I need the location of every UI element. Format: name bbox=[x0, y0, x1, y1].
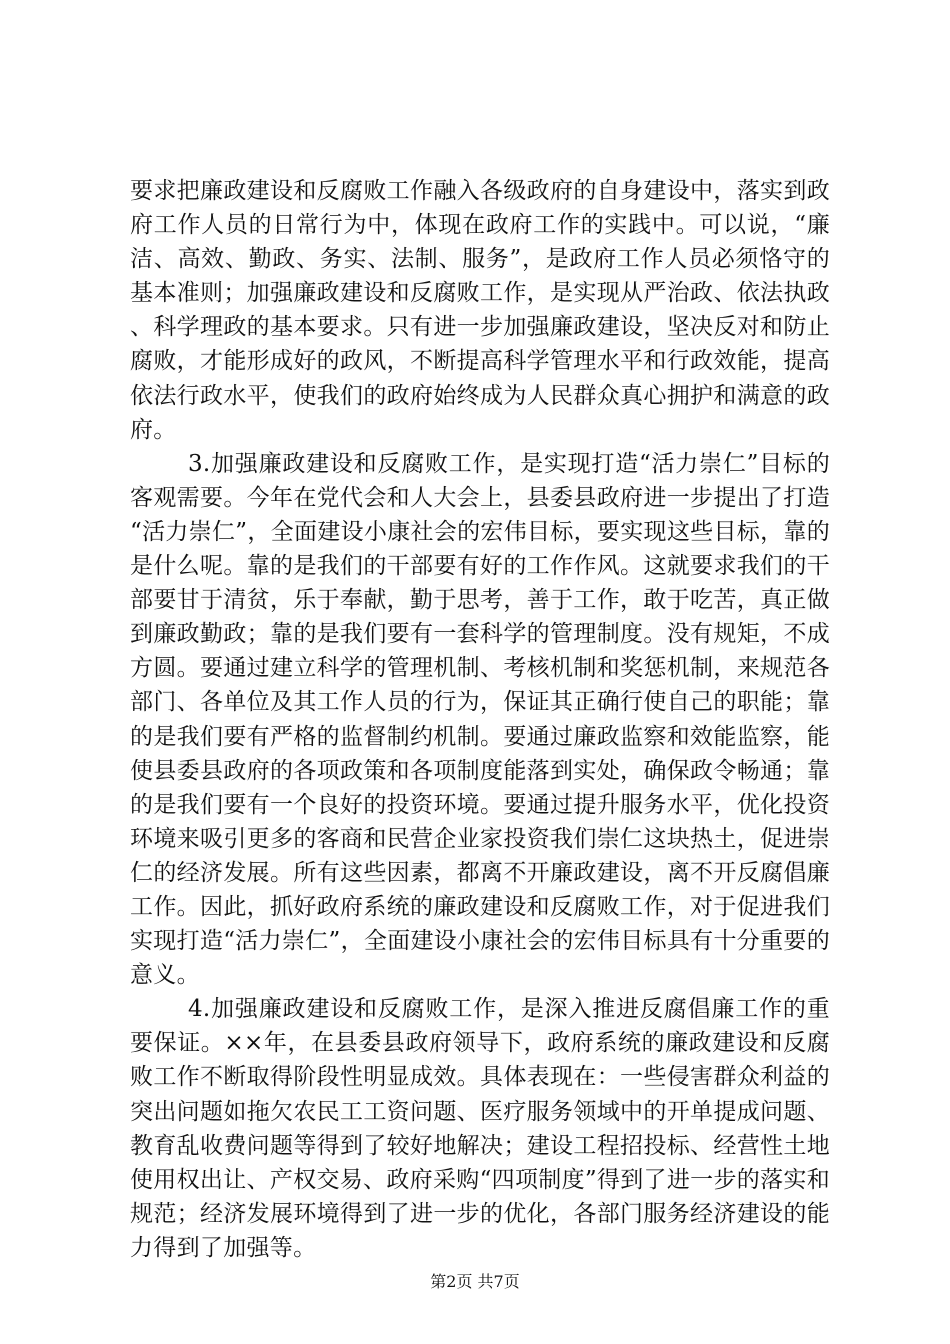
document-body bbox=[130, 174, 830, 1265]
page-footer bbox=[0, 1270, 950, 1294]
paragraph-1: 要求把廉政建设和反腐败工作融入各级政府的自身建设中，落实到政府工作人员的日常行为中，体现在政府工作的实践中。可以说，“廉洁、高效、勤政、务实、法制、服务”，是政府工作人员必须恪守的基本准则；加强廉政建设和反腐败工作，是实现从严治政、依法执政、科学理政的基本要求。只有进一步加强廉政建设，坚决反对和防止腐败，才能形成好的政风，不断提高科学管理水平和行政效能，提高依法行政水平，使我们的政府始终成为人民群众真心拥护和满意的政府。 bbox=[130, 178, 830, 443]
paragraph-2: 3.加强廉政建设和反腐败工作，是实现打造“活力崇仁”目标的客观需要。今年在党代会和人大会上，县委县政府进一步提出了打造“活力崇仁”，全面建设小康社会的宏伟目标，要实现这些目标，靠的是什么呢。靠的是我们的干部要有好的工作作风。这就要求我们的干部要甘于清贫，乐于奉献，勤于思考，善于工作，敢于吃苦，真正做到廉政勤政；靠的是我们要有一套科学的管理制度。没有规矩，不成方圆。要通过建立科学的管理机制、考核机制和奖惩机制，来规范各部门、各单位及其工作人员的行为，保证其正确行使自己的职能；靠的是我们要有严格的监督制约机制。要通过廉政监察和效能监察，能使县委县政府的各项政策和各项制度能落到实处，确保政令畅通；靠的是我们要有一个良好的投资环境。要通过提升服务水平，优化投资环境来吸引更多的客商和民营企业家投资我们崇仁这块热土，促进崇仁的经济发展。所有这些因素，都离不开廉政建设，离不开反腐倡廉工作。因此，抓好政府系统的廉政建设和反腐败工作，对于促进我们实现打造“活力崇仁”，全面建设小康社会的宏伟目标具有十分重要的意义。 bbox=[130, 450, 830, 989]
paragraph-3: 4.加强廉政建设和反腐败工作，是深入推进反腐倡廉工作的重要保证。××年，在县委县政府领导下，政府系统的廉政建设和反腐败工作不断取得阶段性明显成效。具体表现在：一些侵害群众利益的突出问题如拖欠农民工工资问题、医疗服务领域中的开单提成问题、教育乱收费问题等得到了较好地解决；建设工程招投标、经营性土地使用权出让、产权交易、政府采购“四项制度”得到了进一步的落实和规范；经济发展环境得到了进一步的优化，各部门服务经济建设的能力得到了加强等。 bbox=[130, 996, 830, 1261]
page-number: 第2页 共7页 bbox=[430, 1272, 520, 1291]
